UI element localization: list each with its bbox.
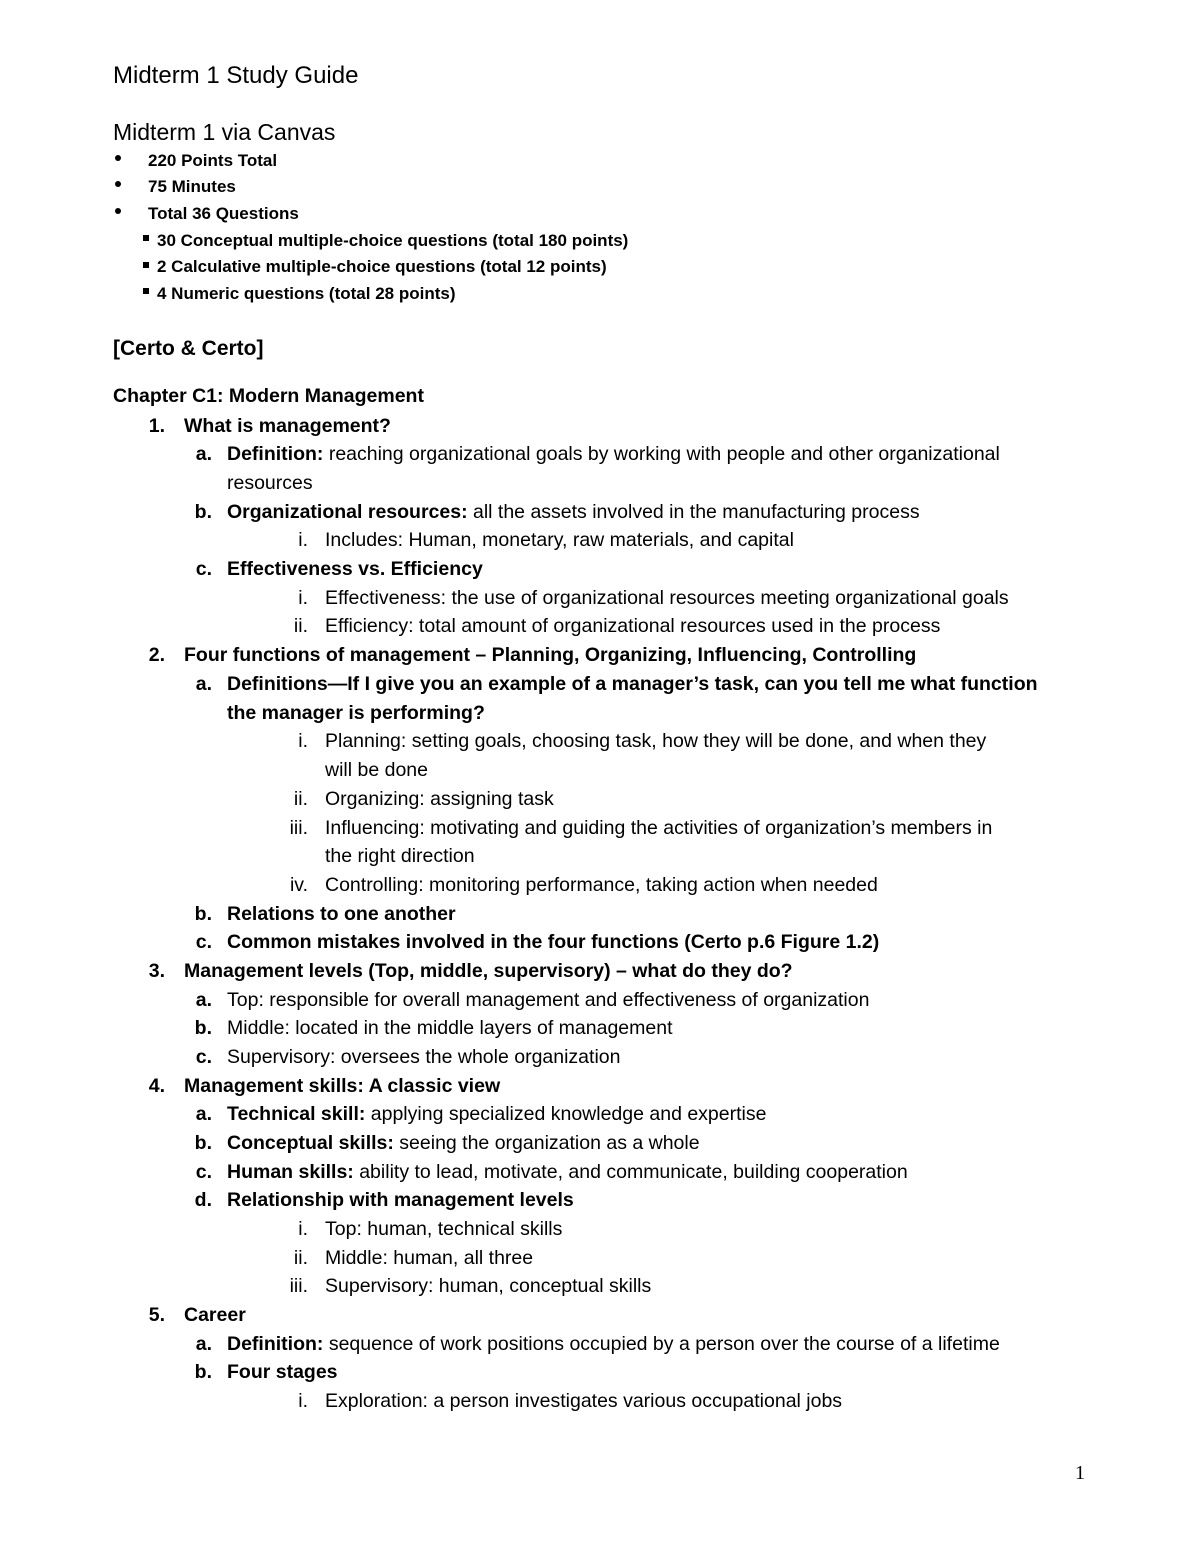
outline-item: Supervisory: oversees the whole organization: [227, 1046, 621, 1068]
outline-item: Relationship with management levels: [227, 1189, 574, 1211]
outline-item: Career: [184, 1304, 246, 1326]
list-roman: i.: [298, 1390, 308, 1412]
outline-item: Top: responsible for overall management and effectiveness of organization: [227, 989, 870, 1011]
list-letter: c.: [195, 1046, 212, 1068]
term: Technical skill:: [227, 1103, 366, 1125]
outline-item-continuation: will be done: [325, 759, 428, 781]
outline-item: Organizing: assigning task: [325, 788, 554, 810]
outline-item: Top: human, technical skills: [325, 1218, 563, 1240]
list-roman: iii.: [289, 1275, 308, 1297]
chapter-heading: Chapter C1: Modern Management: [113, 385, 424, 407]
textbook-heading: [Certo & Certo]: [113, 337, 264, 360]
page-number: 1: [1075, 1462, 1085, 1484]
list-item: 4 Numeric questions (total 28 points): [157, 284, 456, 303]
outline-item: What is management?: [184, 415, 391, 437]
list-number: 3.: [148, 960, 165, 982]
outline-item: [227, 1331, 1000, 1357]
term: Definition:: [227, 1333, 324, 1355]
list-roman: ii.: [293, 1247, 308, 1269]
list-roman: iii.: [289, 817, 308, 839]
list-roman: i.: [298, 730, 308, 752]
outline-item: [227, 1130, 700, 1156]
outline-item-continuation: the right direction: [325, 845, 475, 867]
list-roman: i.: [298, 1218, 308, 1240]
outline-item: Exploration: a person investigates various occupational jobs: [325, 1390, 843, 1412]
document-title: Midterm 1 Study Guide: [113, 62, 359, 89]
definition-text: reaching organizational goals by working with people and other organizational: [323, 443, 1000, 465]
definition-text: applying specialized knowledge and expertise: [365, 1103, 767, 1125]
outline-item: Management skills: A classic view: [184, 1075, 501, 1097]
bullet-icon: [115, 208, 121, 214]
list-number: 4.: [148, 1075, 165, 1097]
list-letter: c.: [195, 558, 212, 580]
term: Conceptual skills:: [227, 1132, 394, 1154]
definition-text: all the assets involved in the manufacturing process: [467, 501, 920, 523]
list-item: 220 Points Total: [148, 151, 278, 170]
definition-text: ability to lead, motivate, and communicate, building cooperation: [353, 1161, 908, 1183]
definition-text: sequence of work positions occupied by a person over the course of a lifetime: [323, 1333, 1000, 1355]
definition-text: seeing the organization as a whole: [393, 1132, 700, 1154]
outline-item: Planning: setting goals, choosing task, how they will be done, and when they: [325, 730, 987, 752]
outline-item: Definitions—If I give you an example of a manager’s task, can you tell me what function: [227, 673, 1038, 695]
list-letter: d.: [194, 1189, 212, 1211]
outline-item-continuation: the manager is performing?: [227, 702, 485, 724]
list-number: 5.: [148, 1304, 165, 1326]
square-bullet-icon: [143, 288, 149, 294]
outline-item-continuation: resources: [227, 472, 313, 494]
list-letter: b.: [194, 903, 212, 925]
outline-item: Controlling: monitoring performance, taking action when needed: [325, 874, 878, 896]
list-letter: a.: [195, 1333, 212, 1355]
list-roman: iv.: [289, 874, 308, 896]
list-item: 2 Calculative multiple-choice questions (total 12 points): [157, 257, 607, 276]
list-item: 30 Conceptual multiple-choice questions (total 180 points): [157, 231, 629, 250]
outline-item: Supervisory: human, conceptual skills: [325, 1275, 652, 1297]
outline-item: Four stages: [227, 1361, 338, 1383]
list-roman: ii.: [293, 615, 308, 637]
list-number: 2.: [148, 644, 165, 666]
list-letter: a.: [195, 1103, 212, 1125]
outline-item: [227, 1101, 766, 1127]
term: Definition:: [227, 443, 324, 465]
term: Organizational resources:: [227, 501, 468, 523]
list-roman: ii.: [293, 788, 308, 810]
term: Human skills:: [227, 1161, 354, 1183]
list-letter: a.: [195, 989, 212, 1011]
list-roman: i.: [298, 529, 308, 551]
outline-item: Efficiency: total amount of organizational resources used in the process: [325, 615, 941, 637]
square-bullet-icon: [143, 235, 149, 241]
outline-item: Influencing: motivating and guiding the activities of organization’s members in: [325, 817, 993, 839]
outline-item: Middle: located in the middle layers of management: [227, 1017, 673, 1039]
list-letter: a.: [195, 443, 212, 465]
outline-item: [227, 1159, 908, 1185]
list-letter: b.: [194, 1017, 212, 1039]
square-bullet-icon: [143, 262, 149, 268]
list-item: Total 36 Questions: [148, 204, 299, 223]
outline-item: [227, 441, 1000, 467]
outline-item: Four functions of management – Planning, Organizing, Influencing, Controlling: [184, 644, 917, 666]
list-letter: b.: [194, 1132, 212, 1154]
list-letter: a.: [195, 673, 212, 695]
list-letter: c.: [195, 1161, 212, 1183]
outline-item: Effectiveness: the use of organizational resources meeting organizational goals: [325, 587, 1009, 609]
outline-item: Includes: Human, monetary, raw materials, and capital: [325, 529, 794, 551]
outline-item: Common mistakes involved in the four functions (Certo p.6 Figure 1.2): [227, 931, 880, 953]
list-number: 1.: [148, 415, 165, 437]
list-letter: b.: [194, 501, 212, 523]
outline-item: Relations to one another: [227, 903, 456, 925]
outline-item: Middle: human, all three: [325, 1247, 534, 1269]
list-item: 75 Minutes: [148, 177, 236, 196]
outline-item: [227, 499, 920, 525]
list-letter: c.: [195, 931, 212, 953]
outline-item: Management levels (Top, middle, supervisory) – what do they do?: [184, 960, 793, 982]
bullet-icon: [115, 181, 121, 187]
list-roman: i.: [298, 587, 308, 609]
outline-item: Effectiveness vs. Efficiency: [227, 558, 483, 580]
list-letter: b.: [194, 1361, 212, 1383]
section-title: Midterm 1 via Canvas: [113, 119, 336, 145]
bullet-icon: [115, 155, 121, 161]
